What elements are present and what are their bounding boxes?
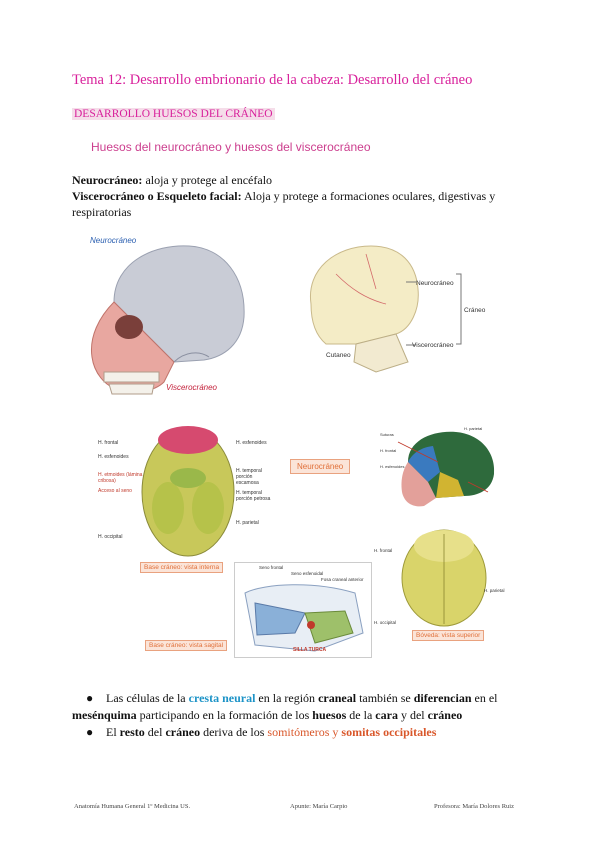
label-viscerocraneo: Viscerocráneo [412,342,454,349]
label-temporal-escamosa: H. temporal porción escamosa [236,468,262,486]
skull-outline-figure [296,234,496,384]
text: también se [356,691,414,705]
label-parietal: H. parietal [484,588,505,593]
cranial-base-figure [96,420,276,560]
tag-base-interna: Base cráneo: vista interna [140,562,223,573]
label-h-esfenoides: H. esfenoides [98,454,129,460]
label-frontal: H. frontal [374,548,393,553]
skull-bones-figure [378,422,500,514]
label-esfenoides: H. esfenoides [380,464,405,469]
text: del [144,725,166,739]
sagittal-figure [234,562,372,658]
bold: diferencian [413,691,472,705]
label-silla-turca: SILLA TURCA [293,647,327,653]
bullet-icon: ● [86,691,94,705]
label-h-etmoides: H. etmoides (lámina cribosa) [98,472,143,484]
page-title: Tema 12: Desarrollo embrionario de la cabeza: Desarrollo del cráneo [72,72,473,88]
label-seno-esfenoidal: Seno esfenoidal [291,571,324,576]
text: y del [397,708,428,722]
footer-center: Apunte: María Carpio [290,803,348,810]
highlight-somitomeros: somitómeros [267,725,330,739]
label-occipital: H. occipital [98,534,123,540]
text: y [329,725,342,739]
bold: mesénquima [72,708,137,722]
skull-lateral-illustration [74,232,252,404]
label-temporal-petrosa: H. temporal porción petrosa [236,490,271,502]
label-suturas: Suturas [380,432,394,437]
bullet-item-1 [72,690,532,707]
bold: craneal [318,691,357,705]
def-text: Aloja y protege a formaciones oculares, digestivas y respiratorias [72,189,496,219]
section-heading: DESARROLLO HUESOS DEL CRÁNEO [74,108,273,120]
label-right-esfenoides: H. esfenoides [236,440,267,446]
footer-right: Profesora: María Dolores Ruiz [434,803,514,810]
label-parietal: H. parietal [464,426,483,431]
def-term: Viscerocráneo o Esqueleto facial: [72,189,242,203]
label-parietal: H. parietal [236,520,259,526]
label-viscerocraneo: Viscerocráneo [166,383,217,392]
text: participando en la formación de los [136,708,313,722]
label-fosa-anterior: Fosa craneal anterior [321,577,364,582]
bullet-item-1-cont [72,707,532,724]
bold: resto [119,725,145,739]
bullet-icon: ● [86,725,94,739]
bold: cráneo [165,725,201,739]
bold: cráneo [427,708,463,722]
tag-boveda: Bóveda: vista superior [412,630,484,641]
tag-neurocraneo: Neurocráneo [290,459,350,474]
bold: cara [375,708,398,722]
text: Las células de la [106,691,189,705]
def-text: aloja y protege al encéfalo [142,173,273,187]
text: El [106,725,120,739]
bullet-list [72,690,532,741]
definitions [72,172,522,220]
def-term: Neurocráneo: [72,173,143,187]
label-neurocraneo: Neurocráneo [416,280,454,287]
skull-lateral-figure [74,232,252,404]
skull-vault-figure [372,524,512,628]
bullet-item-2 [72,724,532,741]
subtitle: Huesos del neurocráneo y huesos del viscerocráneo [91,140,371,154]
label-acceso-seno: Acceso al seno [98,488,132,494]
bold: huesos [312,708,347,722]
label-occipital: H. occipital [374,620,397,625]
def-neurocraneo [72,172,522,188]
text: deriva de los [200,725,268,739]
label-neurocraneo: Neurocráneo [90,236,137,245]
highlight-cresta: cresta neural [188,691,256,705]
text: en el [471,691,498,705]
label-craneo: Cráneo [464,307,486,314]
skull-vault-illustration [372,524,512,628]
label-cutaneo: Cutaneo [326,352,351,359]
text: de la [346,708,376,722]
highlight-somitas: somitas occipitales [341,725,437,739]
text: en la región [255,691,319,705]
label-frontal: H. frontal [380,448,397,453]
tag-base-sagital: Base cráneo: vista sagital [145,640,227,651]
def-viscerocraneo [72,188,522,220]
label-seno-frontal: Seno frontal [259,565,284,570]
label-h-frontal: H. frontal [98,440,119,446]
footer-left: Anatomía Humana General 1º Medicina US. [74,803,191,810]
